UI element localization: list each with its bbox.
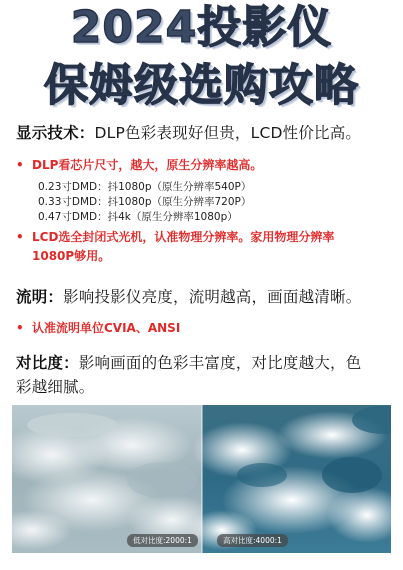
contrast-heading: [16, 351, 393, 399]
high-contrast-label: 高对比度:4000:1: [217, 534, 288, 547]
display-tech-heading: [16, 123, 393, 143]
lcd-bullet: [16, 228, 395, 266]
dmd-list-item: 0.33寸DMD：抖1080p（原生分辨率720P）: [38, 196, 252, 208]
contrast-line1: 影响画面的色彩丰富度，对比度越大，色: [78, 354, 362, 372]
dmd-list-item: 0.23寸DMD：抖1080p（原生分辨率540P）: [38, 181, 252, 193]
contrast-comparison-image: [12, 405, 391, 553]
lumens-heading: [16, 287, 393, 307]
bullet-dot: •: [16, 230, 24, 244]
lcd-bullet-line1: LCD选全封闭式光机，认准物理分辨率。家用物理分辨率: [32, 230, 335, 244]
contrast-key: 对比度：: [16, 354, 79, 372]
dmd-list-item: 0.47寸DMD：抖4k（原生分辨率1080p）: [38, 211, 238, 223]
cvia-bullet: [16, 319, 395, 338]
lcd-bullet-line2: 1080P够用。: [32, 249, 111, 263]
display-tech-text: DLP色彩表现好但贵，LCD性价比高。: [94, 124, 362, 142]
ocean-wave-photo: [12, 405, 391, 553]
bullet-dot: •: [16, 321, 24, 335]
contrast-line2: 彩越细腻。: [16, 378, 95, 396]
dlp-bullet-text: DLP看芯片尺寸，越大，原生分辨率越高。: [32, 158, 263, 172]
dmd-list: [38, 180, 251, 225]
lumens-text: 影响投影仪亮度，流明越高，画面越清晰。: [63, 288, 362, 306]
cvia-bullet-text: 认准流明单位CVIA、ANSI: [32, 321, 181, 335]
lumens-key: 流明：: [16, 288, 64, 306]
display-tech-key: 显示技术：: [16, 124, 95, 142]
low-contrast-label: 低对比度:2000:1: [127, 534, 198, 547]
page-title: [0, 0, 403, 118]
title-line-1: 2024投影仪: [70, 2, 333, 53]
dlp-bullet: [16, 156, 395, 175]
title-line-2: 保姆级选购攻略: [44, 60, 359, 111]
bullet-dot: •: [16, 158, 24, 172]
